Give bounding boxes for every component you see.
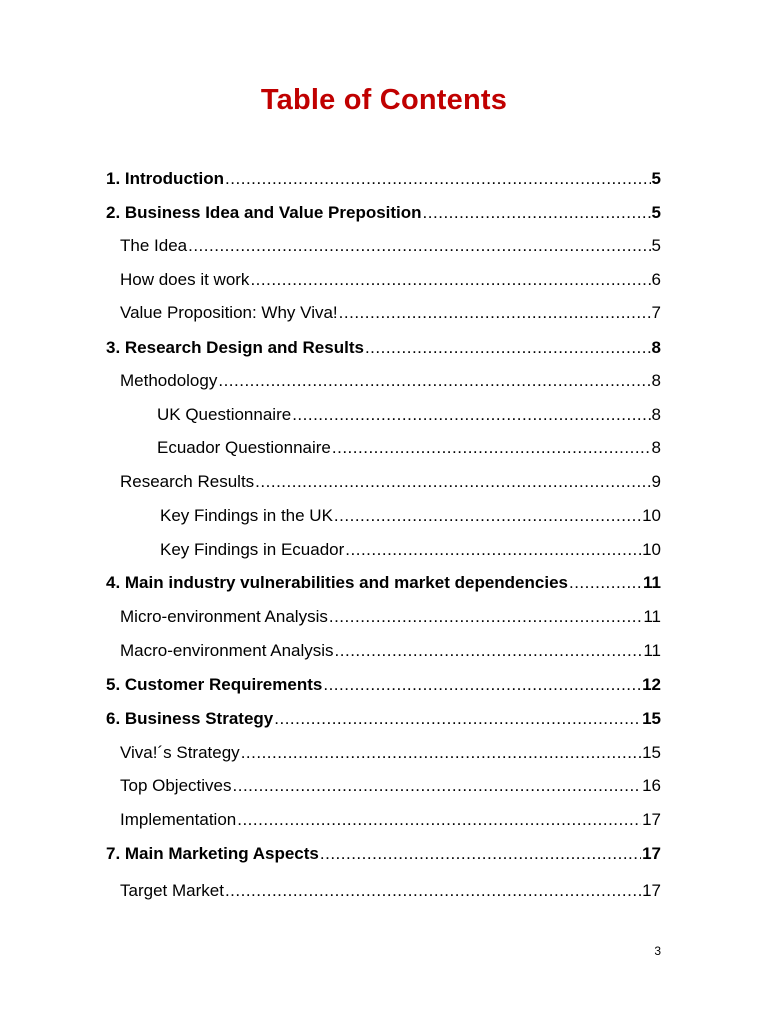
toc-entry-implementation[interactable] (120, 809, 661, 831)
toc-entry-ecuador-questionnaire[interactable] (157, 437, 661, 459)
dot-leader (188, 235, 650, 257)
dot-leader (237, 809, 641, 831)
dot-leader (292, 404, 650, 426)
dot-leader (334, 505, 641, 527)
toc-entry-page: 9 (651, 472, 661, 491)
toc-entry-page: 10 (642, 540, 661, 559)
toc-entry-page: 5 (651, 169, 661, 188)
toc-entry-label: Methodology (120, 371, 218, 390)
toc-entry-research-design[interactable] (106, 337, 661, 359)
toc-entry-page: 17 (642, 810, 661, 829)
dot-leader (225, 168, 650, 190)
toc-entry-label: Key Findings in the UK (160, 506, 333, 525)
toc-entry-label: 3. Research Design and Results (106, 338, 364, 357)
dot-leader (323, 674, 641, 696)
toc-entry-label: Value Proposition: Why Viva! (120, 303, 338, 322)
toc-entry-label: Key Findings in Ecuador (160, 540, 345, 559)
toc-entry-label: Viva!´s Strategy (120, 743, 240, 762)
toc-entry-target-market[interactable] (120, 880, 661, 902)
toc-entry-page: 11 (643, 573, 661, 592)
toc-entry-page: 5 (651, 203, 661, 222)
toc-entry-page: 8 (651, 405, 661, 424)
toc-entry-page: 11 (643, 607, 661, 626)
toc-entry-label: Top Objectives (120, 776, 232, 795)
toc-entry-page: 10 (642, 506, 661, 525)
dot-leader (423, 202, 651, 224)
toc-entry-key-findings-ecuador[interactable] (160, 539, 661, 561)
toc-entry-page: 15 (642, 709, 661, 728)
dot-leader (335, 640, 643, 662)
dot-leader (345, 539, 641, 561)
toc-entry-label: Micro-environment Analysis (120, 607, 328, 626)
toc-entry-page: 8 (651, 338, 661, 357)
toc-entry-label: Macro-environment Analysis (120, 641, 334, 660)
toc-entry-macro-environment[interactable] (120, 640, 661, 662)
dot-leader (365, 337, 651, 359)
dot-leader (320, 843, 641, 865)
toc-entry-value-proposition[interactable] (120, 302, 661, 324)
toc-entry-page: 17 (642, 844, 661, 863)
dot-leader (218, 370, 650, 392)
toc-entry-page: 11 (643, 641, 661, 660)
toc-entry-label: Implementation (120, 810, 237, 829)
toc-entry-label: 7. Main Marketing Aspects (106, 844, 319, 863)
toc-entry-how-does-it-work[interactable] (120, 269, 661, 291)
toc-entry-label: 5. Customer Requirements (106, 675, 323, 694)
dot-leader (569, 572, 642, 594)
toc-entry-label: 6. Business Strategy (106, 709, 274, 728)
toc-entry-micro-environment[interactable] (120, 606, 661, 628)
toc-entry-label: 2. Business Idea and Value Preposition (106, 203, 422, 222)
dot-leader (250, 269, 650, 291)
toc-entry-label: UK Questionnaire (157, 405, 292, 424)
toc-entry-label: 4. Main industry vulnerabilities and market dependencies (106, 573, 568, 592)
toc-entry-business-idea[interactable] (106, 202, 661, 224)
dot-leader (241, 742, 641, 764)
toc-entry-label: Research Results (120, 472, 255, 491)
toc-entry-page: 15 (642, 743, 661, 762)
dot-leader (329, 606, 642, 628)
page-number: 3 (654, 944, 661, 958)
toc-entry-page: 17 (642, 881, 661, 900)
toc-entry-uk-questionnaire[interactable] (157, 404, 661, 426)
toc-entry-top-objectives[interactable] (120, 775, 661, 797)
dot-leader (255, 471, 650, 493)
page-title: Table of Contents (260, 84, 508, 116)
toc-entry-label: Target Market (120, 881, 224, 900)
toc-entry-page: 8 (651, 438, 661, 457)
toc-entry-label: 1. Introduction (106, 169, 225, 188)
toc-entry-label: Ecuador Questionnaire (157, 438, 331, 457)
dot-leader (332, 437, 651, 459)
toc-entry-methodology[interactable] (120, 370, 661, 392)
toc-entry-key-findings-uk[interactable] (160, 505, 661, 527)
toc-entry-page: 12 (642, 675, 661, 694)
dot-leader (339, 302, 651, 324)
toc-entry-page: 7 (651, 303, 661, 322)
toc-entry-label: How does it work (120, 270, 250, 289)
toc-entry-label: The Idea (120, 236, 188, 255)
dot-leader (233, 775, 642, 797)
toc-entry-page: 8 (651, 371, 661, 390)
toc-entry-industry-vulnerabilities[interactable] (106, 572, 661, 594)
toc-entry-business-strategy[interactable] (106, 708, 661, 730)
toc-entry-page: 5 (651, 236, 661, 255)
toc-entry-viva-strategy[interactable] (120, 742, 661, 764)
dot-leader (225, 880, 641, 902)
toc-entry-page: 6 (651, 270, 661, 289)
toc-entry-customer-requirements[interactable] (106, 674, 661, 696)
dot-leader (274, 708, 641, 730)
toc-entry-marketing-aspects[interactable] (106, 843, 661, 865)
toc-entry-the-idea[interactable] (120, 235, 661, 257)
toc-entry-page: 16 (642, 776, 661, 795)
toc-entry-research-results[interactable] (120, 471, 661, 493)
toc-entry-introduction[interactable] (106, 168, 661, 190)
